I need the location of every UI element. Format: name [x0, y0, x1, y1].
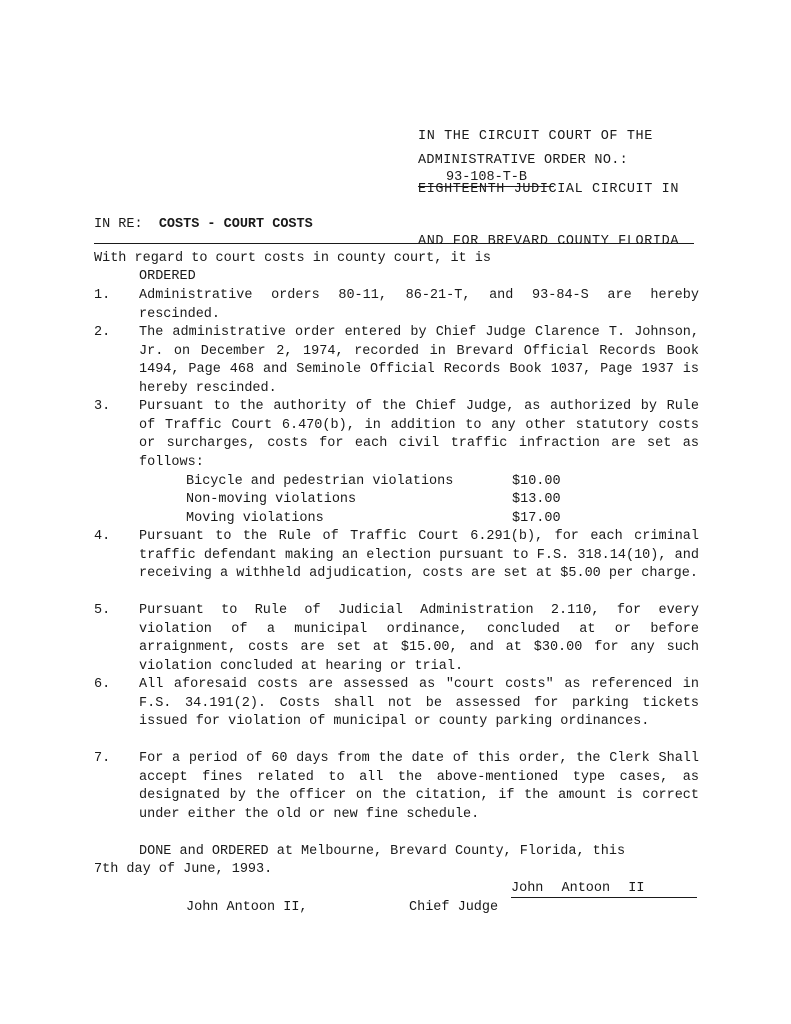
- item-text: Administrative orders 80-11, 86-21-T, and 93-84-S are hereby rescinded.: [139, 288, 699, 322]
- judge-printed-name: John Antoon II,: [186, 900, 308, 915]
- fee-label: Non-moving violations: [186, 492, 357, 507]
- heading-divider: [94, 243, 694, 244]
- done-date: 7th day of June, 1993.: [94, 862, 273, 877]
- item-text: For a period of 60 days from the date of this order, the Clerk Shall accept fines related to all the above-mentioned type cases, as designated by the officer on the citation, if the amount is correct under either the old or new fine schedule.: [139, 751, 699, 822]
- item-text: Pursuant to the authority of the Chief Judge, as authorized by Rule of Traffic Court 6.470(b), in addition to any other statutory costs or surcharges, costs for each civil traffic infraction are set as follows:: [139, 399, 699, 470]
- item-text: The administrative order entered by Chief Judge Clarence T. Johnson, Jr. on December 2, 1974, recorded in Brevard Official Records Book 1494, Page 468 and Seminole Official Records Book 1037, Page 1937 is hereby rescinded.: [139, 325, 699, 396]
- caption-line: EIGHTEENTH JUDICIAL CIRCUIT IN: [418, 181, 680, 197]
- order-label: ADMINISTRATIVE ORDER NO.:: [418, 153, 629, 168]
- ordered-text: ORDERED: [139, 269, 196, 284]
- item-text: Pursuant to the Rule of Traffic Court 6.291(b), for each criminal traffic defendant making an election pursuant to F.S. 318.14(10), and receiving a withheld adjudication, costs are set at $5.00 per charge.: [139, 529, 699, 581]
- caption-line: AND FOR BREVARD COUNTY FLORIDA: [418, 234, 680, 249]
- fee-amount: $13.00: [512, 492, 561, 507]
- fee-amount: $17.00: [512, 511, 561, 526]
- signature: John Antoon II: [511, 881, 645, 896]
- in-re-subject: COSTS - COURT COSTS: [158, 217, 313, 232]
- fee-amount: $10.00: [512, 474, 561, 489]
- item-number: 4.: [94, 529, 111, 544]
- intro-text: With regard to court costs in county court, it is: [94, 251, 491, 266]
- item-number: 5.: [94, 603, 111, 618]
- item-number: 7.: [94, 751, 111, 766]
- item-text: All aforesaid costs are assessed as "court costs" as referenced in F.S. 34.191(2). Costs shall not be assessed for parking tickets issued for violation of municipal or county parking ordinances.: [139, 677, 699, 729]
- item-number: 6.: [94, 677, 111, 692]
- fee-label: Bicycle and pedestrian violations: [186, 474, 454, 489]
- item-number: 2.: [94, 325, 111, 340]
- item-number: 1.: [94, 288, 111, 303]
- order-number: 93-108-T-B: [418, 170, 554, 187]
- in-re-label: IN RE:: [94, 217, 143, 232]
- in-re-heading: [94, 216, 313, 235]
- done-and-ordered: DONE and ORDERED at Melbourne, Brevard County, Florida, this: [139, 844, 626, 859]
- caption-line: IN THE CIRCUIT COURT OF THE: [418, 129, 653, 144]
- signature-line: [511, 881, 697, 898]
- fee-label: Moving violations: [186, 511, 324, 526]
- item-number: 3.: [94, 399, 111, 414]
- judge-title: Chief Judge: [409, 900, 499, 915]
- item-text: Pursuant to Rule of Judicial Administration 2.110, for every violation of a municipal ordinance, concluded at or before arraignment, costs are set at $15.00, and at $30.00 for any such violation concluded at hearing or trial.: [139, 603, 699, 674]
